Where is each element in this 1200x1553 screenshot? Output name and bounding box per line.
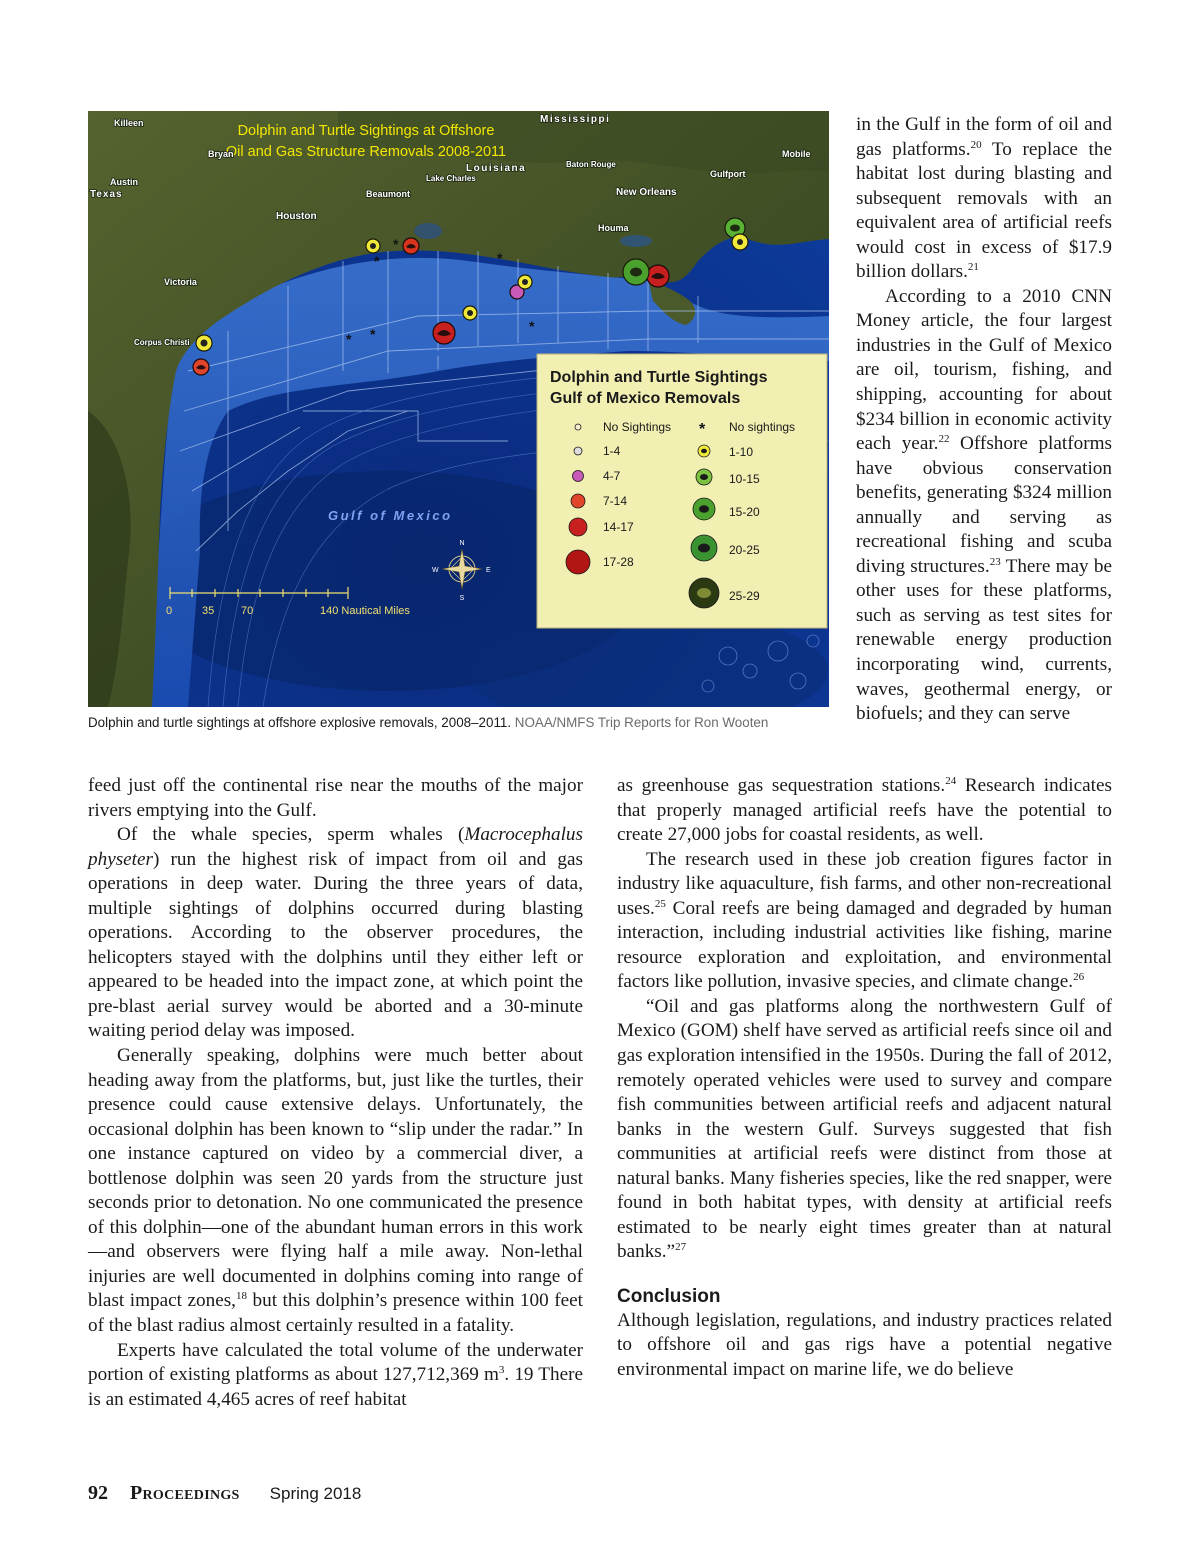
place-label-lake-charles: Lake Charles [426,174,476,183]
legend-title-line-2: Gulf of Mexico Removals [550,390,741,407]
footnote-ref: 27 [675,1241,687,1254]
legend-turtle-item: 25-29 [729,589,760,603]
footnote-ref: . 19 [504,1364,534,1386]
footnote-ref: 20 [970,138,982,151]
place-label-new-orleans: New Orleans [616,187,677,198]
place-label-texas: Texas [90,189,123,200]
turtle-marker [518,275,532,289]
caption-credit: NOAA/NMFS Trip Reports for Ron Wooten [514,715,769,730]
place-label-houston: Houston [276,211,317,222]
left-column [88,774,583,1412]
paragraph: Although legislation, regulations, and industry practices related to offshore oil and gas rigs have a potential negative environmental impact on marine life, we do believe [617,1309,1112,1381]
legend-dolphin-item: 7-14 [603,494,628,508]
svg-text:*: * [497,250,503,266]
right-column-upper [856,113,1112,727]
page-footer [88,1482,361,1512]
paragraph: as greenhouse gas sequestration stations.$^{24}$ Research indicates that properly managed artificial reefs have the potential to create 27,000 jobs for coastal residents, as well. [617,775,1112,846]
svg-text:*: * [393,236,399,252]
journal-name: Proceedings [130,1482,240,1504]
legend-dolphin-item: 1-4 [603,444,621,458]
map-title-line-2: Oil and Gas Structure Removals 2008-2011 [225,144,507,160]
paragraph: The research used in these job creation figures factor in industry like aquaculture, fish farms, and other non-recreational uses.$^{25}$ Coral reefs are being damaged and degraded by human interaction, including industrial activities like fishing, marine resource exploration and exploitation, and environmental factors like pollution, invasive species, and climate change.$^{26}$ [617,848,1112,993]
dolphin-marker [403,238,419,254]
legend-dolphin-item: 17-28 [603,555,634,569]
legend-dolphin-item: 4-7 [603,469,621,483]
legend-turtle-item: No sightings [729,420,796,434]
legend-turtle-item: 15-20 [729,505,760,519]
svg-text:*: * [529,318,535,334]
map-title-line-1: Dolphin and Turtle Sightings at Offshore [237,123,495,139]
paragraph: feed just off the continental rise near the mouths of the major rivers emptying into the Gulf. [88,775,583,821]
svg-text:*: * [370,326,376,342]
scale-tick-35: 35 [202,605,215,617]
svg-text:*: * [374,253,380,269]
turtle-marker [623,259,649,285]
footnote-ref: 23 [989,555,1001,568]
place-label-houma: Houma [598,223,629,233]
place-label-bryan: Bryan [208,149,234,159]
issue-date: Spring 2018 [269,1484,362,1503]
footnote-ref: 22 [938,433,950,446]
svg-text:*: * [346,331,352,347]
compass-e: E [486,567,491,574]
figure-caption [88,715,828,730]
turtle-marker [463,306,477,320]
place-label-louisiana: Louisiana [466,163,527,174]
paragraph: According to a 2010 CNN Money article, the four largest industries in the Gulf of Mexico are oil, tourism, fishing, and shipping, accounting for about $234 billion in economic activity each year.$^{22}$ Offshore platforms have obvious conservation benefits, generating $324 million annually and serving as recreational fishing and scuba diving structures.$^{23}$ There may be other uses for these platforms, such as serving as test sites for renewable energy production incorporating wind, currents, waves, geothermal energy, or biofuels; and they can serve [856,285,1112,725]
footnote-ref: 24 [945,775,957,787]
dolphin-marker [193,359,209,375]
place-label-baton-rouge: Baton Rouge [566,160,616,169]
place-label-gulf-of-mexico: Gulf of Mexico [328,508,453,523]
place-label-beaumont: Beaumont [366,189,411,199]
legend-turtle-item: 1-10 [729,445,754,459]
place-label-mississippi: Mississippi [540,114,611,125]
scale-tick-0: 0 [166,605,173,617]
dolphin-marker [647,265,669,287]
paragraph: “Oil and gas platforms along the northwestern Gulf of Mexico (GOM) shelf have served as artificial reefs since oil and gas exploration intensified in the 1950s. During the fall of 2012, remotely operated vehicles were used to survey and compare fish communities between artificial reefs and adjacent natural banks in the western Gulf. Surveys suggested that fish communities at artificial reefs were distinct from those at natural banks. Many fisheries species, like the red snapper, were found in both habitat types, with density at artificial reefs estimated to be nearly eight times greater than at natural banks.”$^{27}$ [617,995,1112,1263]
map-legend [537,354,827,628]
legend-title-line-1: Dolphin and Turtle Sightings [550,369,768,386]
footnote-ref: 18 [235,1290,247,1303]
footnote-ref: 26 [1073,971,1085,984]
compass-n: N [459,540,465,547]
place-label-gulfport: Gulfport [710,169,746,179]
paragraph: Of the whale species, sperm whales (Macrocephalus physeter) run the highest risk of impact from oil and gas operations in deep water. During the three years of data, multiple sightings of dolphins occurred during blasting operations. According to the observer procedures, the helicopters stayed with the dolphins until they either left or appeared to be headed into the impact zone, at which point the pre-blast aerial survey would be aborted and a 30-minute waiting period delay was imposed. [88,824,583,1042]
compass-w: W [432,567,439,574]
place-label-victoria: Victoria [164,277,197,287]
paragraph: Generally speaking, dolphins were much better about heading away from the platforms, but, just like the turtles, their presence could cause extensive delays. Unfortunately, the occasional dolphin has been known to “slip under the radar.” In one instance captured on video by a commercial diver, a bottlenose dolphin was seen 20 yards from the structure just seconds prior to detonation. No one communicated the presence of this dolphin—one of the abundant human errors in this work—and observers were flying half a mile away. Non-lethal injuries are well documented in dolphins coming into range of blast impact zones,$^{18}$ but this dolphin’s presence within 100 feet of the blast radius almost certainly resulted in a fatality. [88,1045,583,1337]
paragraph: Experts have calculated the total volume of the underwater portion of existing platforms as about 127,712,369 $m^3$. 19 There is an estimated 4,465 acres of reef habitat [88,1339,584,1410]
unit-superscript: 3 [498,1364,505,1377]
turtle-marker [366,239,380,253]
dolphin-marker [433,322,455,344]
place-label-corpus-christi: Corpus Christi [134,338,190,347]
place-label-killeen: Killeen [114,118,144,128]
caption-text: Dolphin and turtle sightings at offshore explosive removals, 2008–2011. [88,715,512,730]
footnote-ref: 21 [967,261,979,274]
compass-s: S [459,595,465,602]
section-heading-conclusion: Conclusion [617,1285,721,1307]
legend-turtle-item: 20-25 [729,543,760,557]
footnote-ref: 25 [654,897,666,910]
right-column-lower [617,774,1112,1383]
legend-dolphin-item: 14-17 [603,520,634,534]
place-label-mobile: Mobile [782,149,811,159]
scale-tick-70: 70 [241,605,254,617]
page-number: 92 [88,1482,108,1504]
legend-dolphin-item: No Sightings [603,420,672,434]
map-figure [88,111,829,707]
legend-turtle-item: 10-15 [729,472,760,486]
turtle-marker [732,234,748,250]
place-label-austin: Austin [110,177,138,187]
turtle-marker [196,335,212,351]
species-name: Macrocephalus physeter [88,824,583,870]
paragraph: in the Gulf in the form of oil and gas platforms.$^{20}$ To replace the habitat lost during blasting and subsequent removals with an equivalent area of artificial reefs would cost in excess of $17.9 billion dollars.$^{21}$ [856,114,1112,283]
scale-tick-140: 140 Nautical Miles [320,605,410,617]
svg-text:*: * [699,421,706,438]
